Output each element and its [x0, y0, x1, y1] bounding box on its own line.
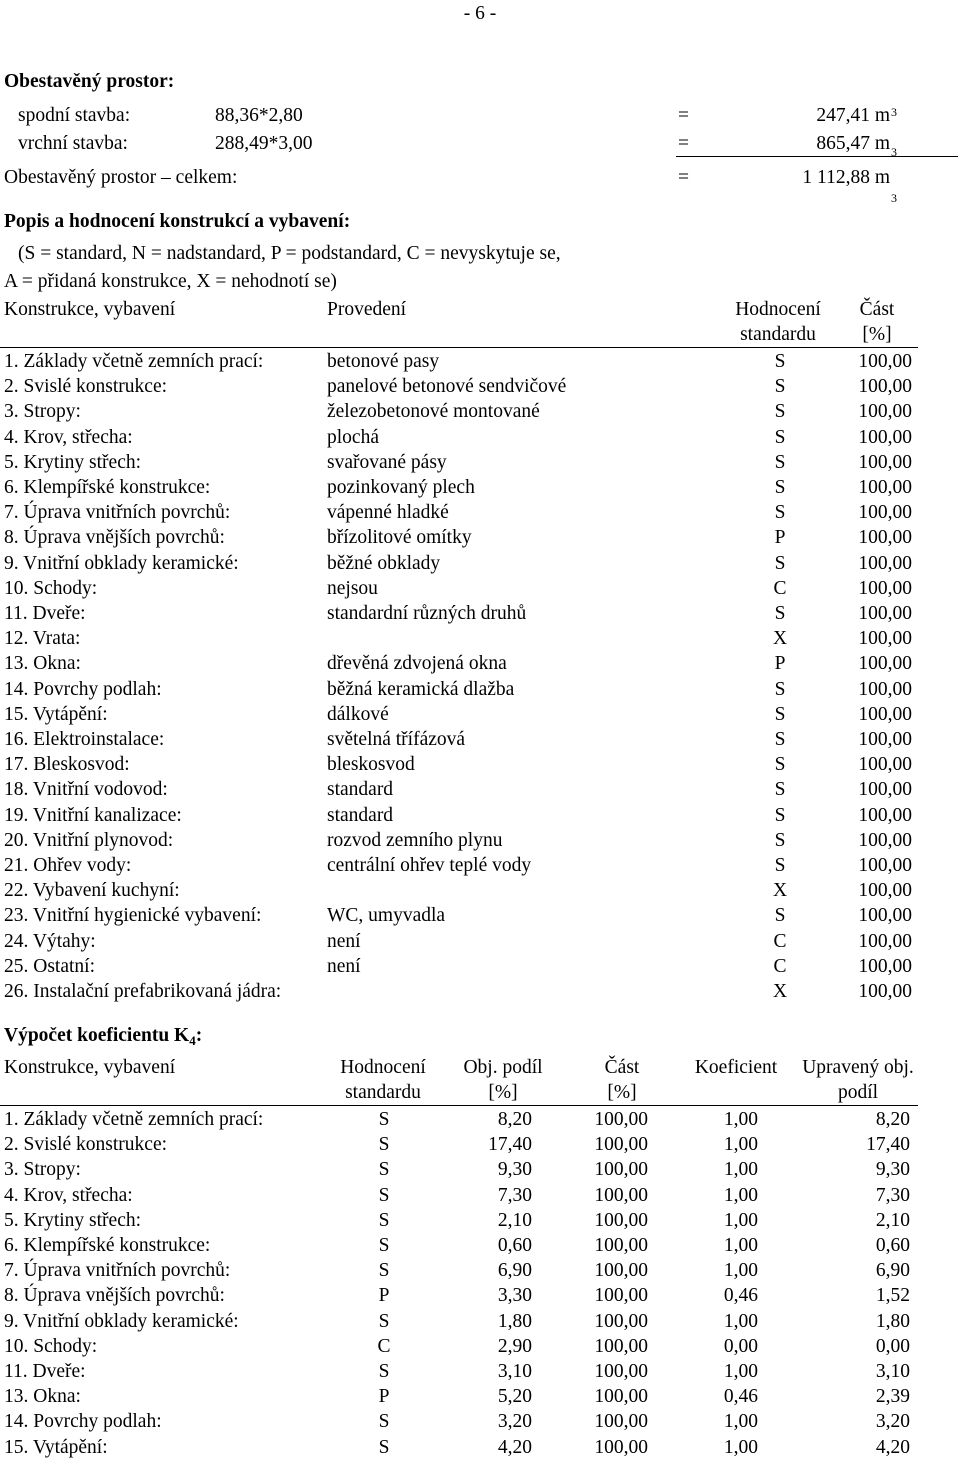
row-rating: S	[774, 703, 786, 725]
coef-row-rating: P	[378, 1285, 390, 1307]
coef-row-share: 5,20	[497, 1386, 532, 1408]
coef-row-coefficient: 1,00	[723, 1235, 758, 1256]
coef-row-rating: S	[378, 1209, 390, 1231]
coef-row-rating: S	[378, 1411, 390, 1433]
row-construction-name: 19. Vnitřní kanalizace:	[4, 804, 182, 826]
row-construction-name: 22. Vybavení kuchyní:	[4, 880, 180, 902]
coef-row-coefficient: 0,00	[723, 1335, 758, 1357]
row-construction-name: 14. Povrchy podlah:	[4, 678, 162, 700]
row-execution: rozvod zemního plynu	[327, 829, 503, 851]
row-part: 100,00	[858, 804, 912, 826]
row-rating: S	[774, 754, 786, 776]
coef-row-name: 11. Dveře:	[4, 1361, 86, 1382]
row-execution: není	[327, 955, 361, 977]
coefficient-heading-main: Výpočet koeficientu K	[4, 1025, 190, 1046]
row-construction-name: 10. Schody:	[4, 577, 98, 599]
coef-row-name: 1. Základy včetně zemních prací:	[4, 1109, 264, 1130]
coef-row-share: 6,90	[497, 1260, 532, 1282]
coef-row-adjusted: 2,39	[875, 1386, 910, 1408]
coef-header-share: Obj. podíl	[463, 1057, 543, 1078]
row-part: 100,00	[858, 426, 912, 448]
coef-row-name: 15. Vytápění:	[4, 1436, 108, 1458]
coef-row-adjusted: 9,30	[875, 1159, 910, 1181]
row-part: 100,00	[858, 930, 912, 952]
coef-row-adjusted: 6,90	[875, 1260, 910, 1282]
row-execution: břízolitové omítky	[327, 527, 472, 549]
row-execution: vápenné hladké	[327, 502, 449, 524]
row-part: 100,00	[858, 603, 912, 624]
row-construction-name: 21. Ohřev vody:	[4, 855, 132, 876]
volume-row-unit-exp: 3	[891, 145, 897, 159]
row-part: 100,00	[858, 729, 912, 750]
coef-row-name: 13. Okna:	[4, 1386, 81, 1408]
coef-row-part: 100,00	[594, 1235, 648, 1256]
row-part: 100,00	[858, 477, 912, 498]
row-part: 100,00	[858, 401, 912, 423]
coef-row-share: 4,20	[497, 1436, 532, 1458]
row-part: 100,00	[858, 653, 912, 675]
coef-row-part: 100,00	[594, 1436, 648, 1458]
coef-row-adjusted: 0,60	[875, 1235, 910, 1256]
row-part: 100,00	[858, 552, 912, 574]
coef-row-adjusted: 8,20	[875, 1109, 910, 1130]
coef-row-rating: S	[378, 1361, 390, 1382]
volume-total-value: 1 112,88 m	[802, 167, 890, 188]
row-execution: železobetonové montované	[327, 401, 540, 423]
header-rating: Hodnocení	[735, 299, 821, 320]
row-rating: S	[774, 855, 786, 876]
coef-row-coefficient: 1,00	[723, 1109, 758, 1130]
coef-row-share: 3,20	[497, 1411, 532, 1433]
coef-row-coefficient: 1,00	[723, 1159, 758, 1181]
row-execution: standard	[327, 804, 394, 826]
coefficient-heading	[4, 1026, 202, 1046]
row-construction-name: 12. Vrata:	[4, 628, 81, 650]
coef-row-name: 2. Svislé konstrukce:	[4, 1134, 168, 1156]
legend-line-2: A = přidaná konstrukce, X = nehodnotí se)	[4, 271, 337, 292]
coef-row-rating: P	[378, 1386, 390, 1408]
row-execution: pozinkovaný plech	[327, 477, 475, 498]
table-header-rule	[0, 347, 918, 348]
volume-row-eq: =	[678, 133, 689, 154]
coef-row-coefficient: 1,00	[723, 1209, 758, 1231]
coef-row-share: 0,60	[497, 1235, 532, 1256]
row-rating: S	[774, 477, 786, 498]
coef-header-rating-sub: standardu	[345, 1082, 421, 1103]
row-construction-name: 11. Dveře:	[4, 603, 86, 624]
row-rating: S	[774, 905, 786, 927]
row-rating: S	[774, 502, 786, 524]
coef-row-rating: S	[378, 1260, 390, 1282]
coef-row-name: 6. Klempířské konstrukce:	[4, 1235, 211, 1256]
coef-table-header-rule	[0, 1105, 918, 1106]
header-part-unit: [%]	[862, 324, 892, 345]
coef-row-rating: S	[378, 1310, 390, 1332]
coef-row-share: 3,30	[497, 1285, 532, 1307]
header-execution: Provedení	[327, 299, 407, 320]
row-execution: bleskosvod	[327, 754, 415, 776]
coef-row-coefficient: 1,00	[723, 1436, 758, 1458]
row-part: 100,00	[858, 678, 912, 700]
volume-total-eq: =	[678, 167, 689, 188]
header-part: Část	[859, 299, 895, 320]
page-number: - 6 -	[463, 3, 497, 24]
row-execution: centrální ohřev teplé vody	[327, 855, 532, 876]
coef-row-rating: S	[378, 1184, 390, 1206]
legend-line-1: (S = standard, N = nadstandard, P = podstandard, C = nevyskytuje se,	[18, 243, 561, 264]
row-construction-name: 18. Vnitřní vodovod:	[4, 779, 168, 801]
row-execution: nejsou	[327, 577, 378, 599]
row-part: 100,00	[858, 527, 912, 549]
coef-row-part: 100,00	[594, 1361, 648, 1382]
row-construction-name: 15. Vytápění:	[4, 703, 108, 725]
row-rating: S	[774, 804, 786, 826]
coef-row-rating: S	[378, 1134, 390, 1156]
row-part: 100,00	[858, 955, 912, 977]
volume-row-label: spodní stavba:	[18, 105, 131, 126]
coef-header-adjusted-sub: podíl	[837, 1082, 879, 1103]
row-construction-name: 7. Úprava vnitřních povrchů:	[4, 502, 231, 524]
volume-total-label: Obestavěný prostor – celkem:	[4, 167, 238, 188]
row-execution: dřevěná zdvojená okna	[327, 653, 507, 675]
coef-row-coefficient: 0,46	[723, 1285, 758, 1307]
header-construction: Konstrukce, vybavení	[4, 299, 176, 320]
coef-row-coefficient: 0,46	[723, 1386, 758, 1408]
row-part: 100,00	[858, 829, 912, 851]
row-construction-name: 6. Klempířské konstrukce:	[4, 477, 211, 498]
row-part: 100,00	[858, 451, 912, 473]
row-execution: betonové pasy	[327, 351, 440, 372]
coef-row-part: 100,00	[594, 1184, 648, 1206]
coefficient-heading-sub: 4	[189, 1033, 196, 1048]
coef-row-part: 100,00	[594, 1411, 648, 1433]
volume-row-eq: =	[678, 105, 689, 126]
coef-row-share: 7,30	[497, 1184, 532, 1206]
row-rating: P	[774, 653, 786, 675]
coef-row-adjusted: 1,80	[875, 1310, 910, 1332]
volume-total-unit-exp: 3	[891, 191, 897, 205]
sum-rule	[676, 156, 958, 157]
row-rating: S	[774, 552, 786, 574]
volume-row-unit-exp: 3	[891, 105, 897, 119]
row-rating: S	[774, 451, 786, 473]
row-construction-name: 25. Ostatní:	[4, 955, 95, 977]
row-rating: C	[773, 955, 787, 977]
coef-header-part: Část	[604, 1057, 640, 1078]
coef-row-share: 2,90	[497, 1335, 532, 1357]
coef-row-coefficient: 1,00	[723, 1361, 758, 1382]
row-rating: P	[774, 527, 786, 549]
row-rating: S	[774, 401, 786, 423]
row-part: 100,00	[858, 628, 912, 650]
coef-row-rating: S	[378, 1235, 390, 1256]
coef-row-name: 3. Stropy:	[4, 1159, 81, 1181]
row-part: 100,00	[858, 376, 912, 398]
coef-row-coefficient: 1,00	[723, 1134, 758, 1156]
row-part: 100,00	[858, 351, 912, 372]
row-rating: C	[773, 577, 787, 599]
coef-header-rating: Hodnocení	[340, 1057, 426, 1078]
coef-row-part: 100,00	[594, 1310, 648, 1332]
row-rating: S	[774, 351, 786, 372]
row-construction-name: 9. Vnitřní obklady keramické:	[4, 552, 239, 574]
row-construction-name: 26. Instalační prefabrikovaná jádra:	[4, 981, 282, 1002]
volume-heading: Obestavěný prostor:	[4, 71, 175, 92]
coef-row-part: 100,00	[594, 1159, 648, 1181]
row-rating: X	[772, 880, 788, 902]
coef-header-coefficient: Koeficient	[694, 1057, 778, 1078]
row-rating: S	[774, 426, 786, 448]
row-construction-name: 1. Základy včetně zemních prací:	[4, 351, 264, 372]
coef-row-name: 7. Úprava vnitřních povrchů:	[4, 1260, 231, 1282]
coef-row-share: 17,40	[488, 1134, 532, 1156]
coef-row-share: 2,10	[497, 1209, 532, 1231]
coef-header-part-unit: [%]	[607, 1082, 637, 1103]
row-execution: WC, umyvadla	[327, 905, 446, 927]
volume-row-value: 865,47 m	[816, 133, 890, 154]
coef-row-part: 100,00	[594, 1335, 648, 1357]
coef-header-construction: Konstrukce, vybavení	[4, 1057, 176, 1078]
volume-row-formula: 288,49*3,00	[215, 133, 313, 154]
row-execution: není	[327, 930, 361, 952]
coef-header-share-unit: [%]	[488, 1082, 518, 1103]
coef-row-part: 100,00	[594, 1285, 648, 1307]
row-rating: S	[774, 779, 786, 801]
row-part: 100,00	[858, 981, 912, 1002]
row-rating: S	[774, 729, 786, 750]
row-part: 100,00	[858, 703, 912, 725]
coef-row-share: 8,20	[497, 1109, 532, 1130]
coef-row-coefficient: 1,00	[723, 1310, 758, 1332]
coef-row-part: 100,00	[594, 1109, 648, 1130]
row-part: 100,00	[858, 754, 912, 776]
row-rating: X	[772, 628, 788, 650]
coef-row-adjusted: 2,10	[875, 1209, 910, 1231]
row-rating: S	[774, 678, 786, 700]
coef-row-coefficient: 1,00	[723, 1411, 758, 1433]
volume-row-label: vrchní stavba:	[18, 133, 128, 154]
coef-row-rating: S	[378, 1436, 390, 1458]
row-part: 100,00	[858, 502, 912, 524]
coefficient-heading-tail: :	[195, 1025, 203, 1046]
row-rating: S	[774, 603, 786, 624]
coef-row-adjusted: 3,10	[875, 1361, 910, 1382]
coef-row-share: 9,30	[497, 1159, 532, 1181]
coef-header-adjusted: Upravený obj.	[802, 1057, 914, 1078]
row-construction-name: 2. Svislé konstrukce:	[4, 376, 168, 398]
coef-row-rating: C	[377, 1335, 391, 1357]
row-execution: běžné obklady	[327, 552, 441, 574]
volume-row-value: 247,41 m	[816, 105, 890, 126]
coef-row-part: 100,00	[594, 1386, 648, 1408]
row-rating: S	[774, 376, 786, 398]
coef-row-coefficient: 1,00	[723, 1184, 758, 1206]
coef-row-part: 100,00	[594, 1134, 648, 1156]
row-construction-name: 20. Vnitřní plynovod:	[4, 829, 174, 851]
row-part: 100,00	[858, 880, 912, 902]
row-construction-name: 23. Vnitřní hygienické vybavení:	[4, 905, 262, 927]
coef-row-rating: S	[378, 1159, 390, 1181]
row-construction-name: 17. Bleskosvod:	[4, 754, 130, 776]
volume-row-formula: 88,36*2,80	[215, 105, 303, 126]
row-execution: panelové betonové sendvičové	[327, 376, 567, 398]
coef-row-name: 14. Povrchy podlah:	[4, 1411, 162, 1433]
row-execution: standardní různých druhů	[327, 603, 527, 624]
row-execution: plochá	[327, 426, 379, 448]
row-construction-name: 4. Krov, střecha:	[4, 426, 133, 448]
row-part: 100,00	[858, 905, 912, 927]
coef-row-adjusted: 1,52	[875, 1285, 910, 1307]
header-rating-sub: standardu	[740, 324, 816, 345]
coef-row-part: 100,00	[594, 1209, 648, 1231]
row-construction-name: 16. Elektroinstalace:	[4, 729, 165, 750]
construction-heading: Popis a hodnocení konstrukcí a vybavení:	[4, 211, 351, 232]
row-rating: C	[773, 930, 787, 952]
coef-row-name: 9. Vnitřní obklady keramické:	[4, 1310, 239, 1332]
coef-row-coefficient: 1,00	[723, 1260, 758, 1282]
row-execution: svařované pásy	[327, 451, 447, 473]
coef-row-share: 1,80	[497, 1310, 532, 1332]
coef-row-adjusted: 4,20	[875, 1436, 910, 1458]
coef-row-adjusted: 0,00	[875, 1335, 910, 1357]
coef-row-name: 10. Schody:	[4, 1335, 98, 1357]
row-execution: světelná třífázová	[327, 729, 466, 750]
coef-row-share: 3,10	[497, 1361, 532, 1382]
coef-row-name: 8. Úprava vnějších povrchů:	[4, 1285, 225, 1307]
coef-row-adjusted: 3,20	[875, 1411, 910, 1433]
row-execution: dálkové	[327, 703, 389, 725]
row-rating: X	[772, 981, 788, 1002]
row-construction-name: 13. Okna:	[4, 653, 81, 675]
coef-row-name: 4. Krov, střecha:	[4, 1184, 133, 1206]
row-construction-name: 8. Úprava vnějších povrchů:	[4, 527, 225, 549]
coef-row-adjusted: 17,40	[866, 1134, 910, 1156]
row-construction-name: 3. Stropy:	[4, 401, 81, 423]
coef-row-rating: S	[378, 1109, 390, 1130]
row-rating: S	[774, 829, 786, 851]
row-execution: standard	[327, 779, 394, 801]
row-construction-name: 24. Výtahy:	[4, 930, 96, 952]
coef-row-part: 100,00	[594, 1260, 648, 1282]
coef-row-adjusted: 7,30	[875, 1184, 910, 1206]
row-execution: běžná keramická dlažba	[327, 678, 515, 700]
row-construction-name: 5. Krytiny střech:	[4, 451, 142, 473]
coef-row-name: 5. Krytiny střech:	[4, 1209, 142, 1231]
row-part: 100,00	[858, 855, 912, 876]
row-part: 100,00	[858, 779, 912, 801]
row-part: 100,00	[858, 577, 912, 599]
